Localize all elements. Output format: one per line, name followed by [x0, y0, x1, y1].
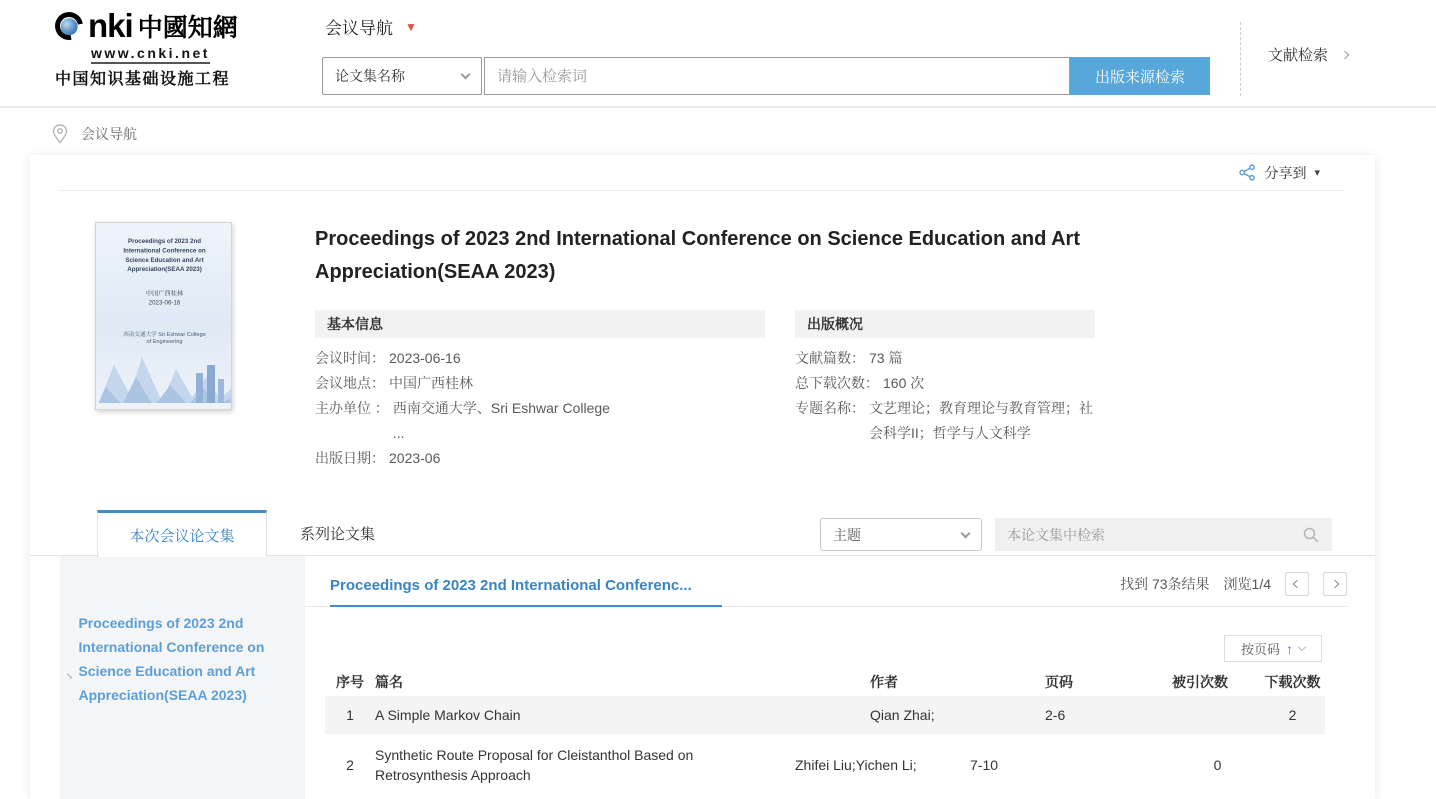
share-row: [60, 155, 1345, 191]
share-icon: [1239, 164, 1256, 181]
logo-url: www.cnki.net: [91, 45, 210, 64]
table-header-row: 序号 篇名 作者 页码 被引次数 下载次数: [336, 674, 1321, 690]
result-count: 找到 73条结果: [1120, 576, 1210, 592]
basic-info-heading: 基本信息: [315, 310, 765, 338]
cnki-logo[interactable]: [55, 8, 238, 89]
document-search-link[interactable]: [1268, 44, 1348, 65]
cover-date: 2023-06-16: [148, 299, 181, 307]
next-page-button[interactable]: [1323, 572, 1347, 596]
sidebar-item-proceedings[interactable]: [60, 556, 305, 707]
header-divider: [1240, 22, 1241, 96]
breadcrumb-label: 会议导航: [81, 126, 137, 142]
sort-ascending-icon: ↑: [1286, 640, 1293, 657]
breadcrumb[interactable]: [52, 124, 137, 144]
cover-title: Proceedings of 2023 2nd International Conference on Science Education and Art Appreciation(SEAA 2023): [123, 238, 206, 273]
nav-conference-navigation[interactable]: [325, 14, 417, 39]
globe-icon: [50, 7, 89, 46]
logo-brand-cn: 中國知網: [137, 13, 238, 42]
info-row-time: 会议时间： 2023-06-16: [315, 350, 461, 366]
info-row-organizer: 主办单位 ： 西南交通大学、Sri Eshwar College ...: [315, 400, 610, 441]
page-indicator: 浏览1/4: [1223, 576, 1271, 592]
share-label[interactable]: 分享到: [1264, 164, 1307, 181]
in-proceedings-search[interactable]: [995, 518, 1332, 551]
proceedings-cover[interactable]: [95, 222, 232, 410]
dropdown-triangle-icon: ▼: [405, 19, 417, 34]
logo-subtitle: 中国知识基础设施工程: [55, 69, 231, 88]
conference-card: [30, 155, 1375, 799]
cover-organizer: 西南交通大学 Sri Eshwar College of Engineering: [123, 331, 206, 345]
proceedings-sidebar: [60, 556, 305, 799]
search-icon[interactable]: [1302, 526, 1320, 544]
top-header: [0, 0, 1436, 108]
in-proceedings-search-input[interactable]: [1007, 527, 1302, 543]
info-row-pubdate: 出版日期： 2023-06: [315, 450, 441, 466]
chevron-left-icon: [1293, 580, 1301, 588]
chevron-down-icon: [1298, 643, 1306, 651]
nav-label: 会议导航: [325, 19, 393, 38]
chevron-right-icon: [1331, 580, 1339, 588]
publication-search-button[interactable]: 出版来源检索: [1070, 57, 1210, 95]
tab-current-proceedings[interactable]: 本次会议论文集: [97, 510, 267, 557]
source-type-select[interactable]: [322, 57, 482, 95]
info-row-paper-count: 文献篇数： 73 篇: [795, 350, 903, 366]
subtab-proceedings[interactable]: Proceedings of 2023 2nd International Conferenc...: [330, 577, 692, 606]
subtab-row: [305, 556, 1347, 607]
tab-series-proceedings[interactable]: 系列论文集: [300, 525, 376, 543]
paper-title-link[interactable]: A Simple Markov Chain: [375, 707, 521, 723]
document-search-label: 文献检索: [1268, 47, 1329, 64]
info-row-place: 会议地点： 中国广西桂林: [315, 375, 473, 391]
logo-brand-latin: nki: [88, 7, 133, 44]
page-title: Proceedings of 2023 2nd International Conference on Science Education and Art Appreciation(SEAA 2023): [315, 228, 1080, 283]
topic-field-value: 主题: [833, 526, 861, 543]
location-pin-icon: [52, 124, 68, 144]
sort-label: 按页码: [1240, 642, 1280, 657]
chevron-down-icon: [461, 70, 471, 80]
table-row: 2 Synthetic Route Proposal for Cleistanthol Based on Retrosynthesis Approach Zhifei Liu;Yichen Li; 7-10 0: [346, 747, 1222, 783]
sidebar-item-label: Proceedings of 2023 2nd International Conference on Science Education and Art Appreciation(SEAA 2023): [78, 615, 265, 703]
cover-location: 中国广西桂林: [145, 290, 184, 298]
chevron-down-icon: [961, 528, 971, 538]
pub-overview-section: [795, 310, 1095, 446]
source-type-value: 论文集名称: [335, 68, 405, 84]
share-caret-icon[interactable]: ▾: [1314, 167, 1320, 179]
subtab-underline: [330, 605, 722, 607]
results-panel: [305, 556, 1347, 799]
prev-page-button[interactable]: [1285, 572, 1309, 596]
info-row-topics: 专题名称： 文艺理论；教育理论与教育管理；社会科学II；哲学与人文科学: [795, 400, 1093, 441]
sort-by-page-button[interactable]: [1224, 635, 1322, 662]
info-row-downloads: 总下载次数： 160 次: [795, 375, 925, 391]
cover-art-mountains: [96, 347, 232, 409]
search-input[interactable]: [484, 57, 1070, 95]
table-row: 1 A Simple Markov Chain Qian Zhai; 2-6 2: [325, 696, 1325, 734]
paper-title-link[interactable]: Synthetic Route Proposal for Cleistanthol Based on Retrosynthesis Approach: [375, 747, 694, 783]
basic-info-section: [315, 310, 765, 471]
tab-bar: [30, 510, 1375, 556]
papers-table: [325, 668, 1325, 796]
pub-overview-heading: 出版概况: [795, 310, 1095, 338]
chevron-right-icon: [1341, 50, 1349, 58]
topic-field-select[interactable]: [820, 518, 982, 551]
chevron-right-icon: [66, 673, 72, 679]
